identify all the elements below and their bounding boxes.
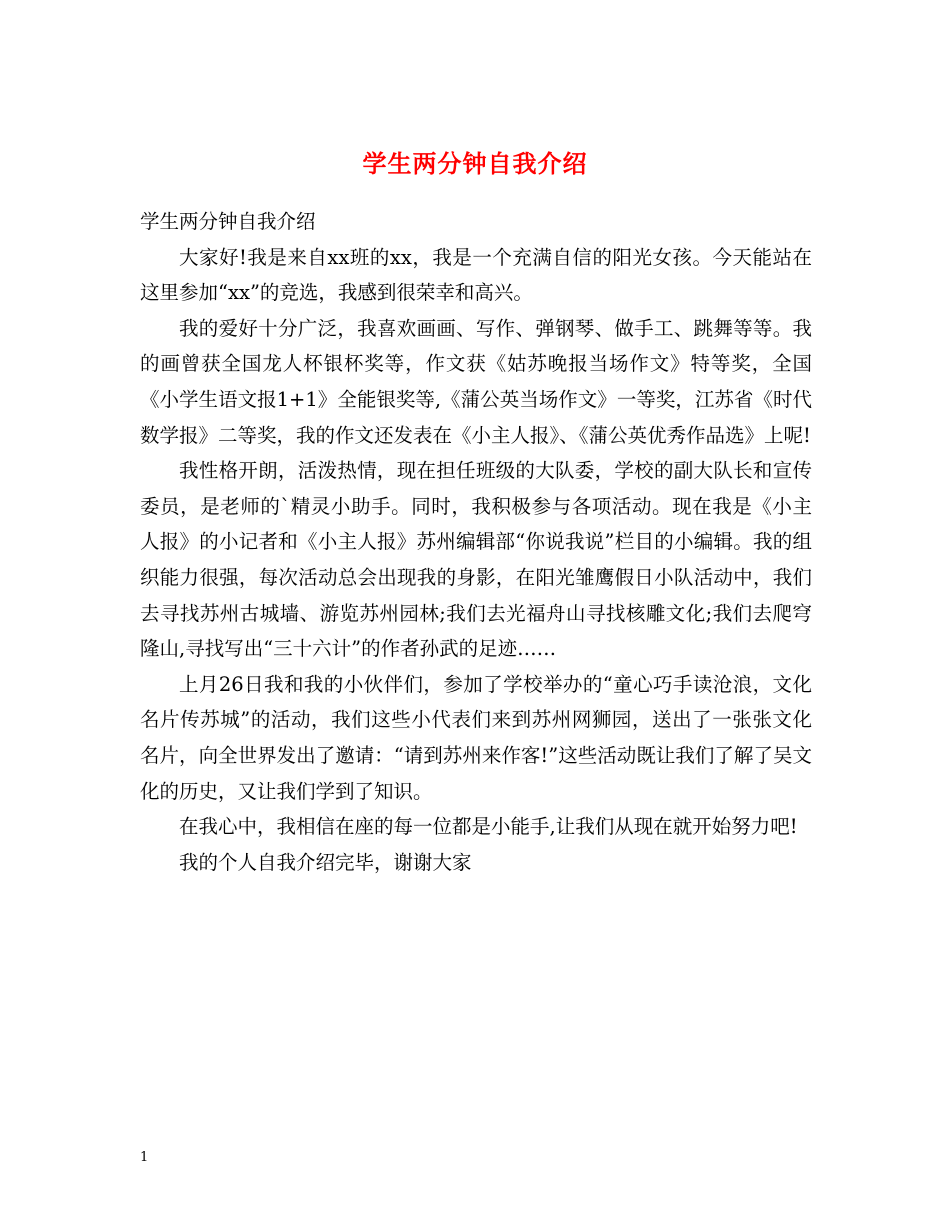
document-body	[140, 204, 812, 880]
paragraph-personality: 我性格开朗，活泼热情，现在担任班级的大队委，学校的副大队长和宣传委员，是老师的`精灵小助手。同时，我积极参与各项活动。现在我是《小主人报》的小记者和《小主人报》苏州编辑部“你说我说”栏目的小编辑。我的组织能力很强，每次活动总会出现我的身影，在阳光雏鹰假日小队活动中，我们去寻找苏州古城墙、游览苏州园林;我们去光福舟山寻找核雕文化;我们去爬穹隆山,寻找写出“三十六计”的作者孙武的足迹……	[140, 459, 812, 661]
document-subtitle: 学生两分钟自我介绍	[140, 210, 316, 233]
paragraph-hobbies: 我的爱好十分广泛，我喜欢画画、写作、弹钢琴、做手工、跳舞等等。我的画曾获全国龙人杯银杯奖等，作文获《姑苏晚报当场作文》特等奖，全国《小学生语文报1+1》全能银奖等,《蒲公英当场作文》一等奖，江苏省《时代数学报》二等奖，我的作文还发表在《小主人报》、《蒲公英优秀作品选》上呢!	[140, 316, 812, 447]
paragraph-closing: 我的个人自我介绍完毕，谢谢大家	[179, 850, 472, 874]
page-number: 1	[140, 1150, 149, 1165]
paragraph-encouragement: 在我心中，我相信在座的每一位都是小能手,让我们从现在就开始努力吧!	[179, 815, 798, 839]
paragraph-activity: 上月26日我和我的小伙伴们，参加了学校举办的“童心巧手读沧浪，文化名片传苏城”的活动，我们这些小代表们来到苏州网狮园，送出了一张张文化名片，向全世界发出了邀请：“请到苏州来作客!”这些活动既让我们了解了吴文化的历史，又让我们学到了知识。	[140, 672, 812, 803]
document-title: 学生两分钟自我介绍	[362, 149, 588, 179]
paragraph-greeting: 大家好!我是来自xx班的xx，我是一个充满自信的阳光女孩。今天能站在这里参加“xx”的竞选，我感到很荣幸和高兴。	[140, 245, 812, 305]
